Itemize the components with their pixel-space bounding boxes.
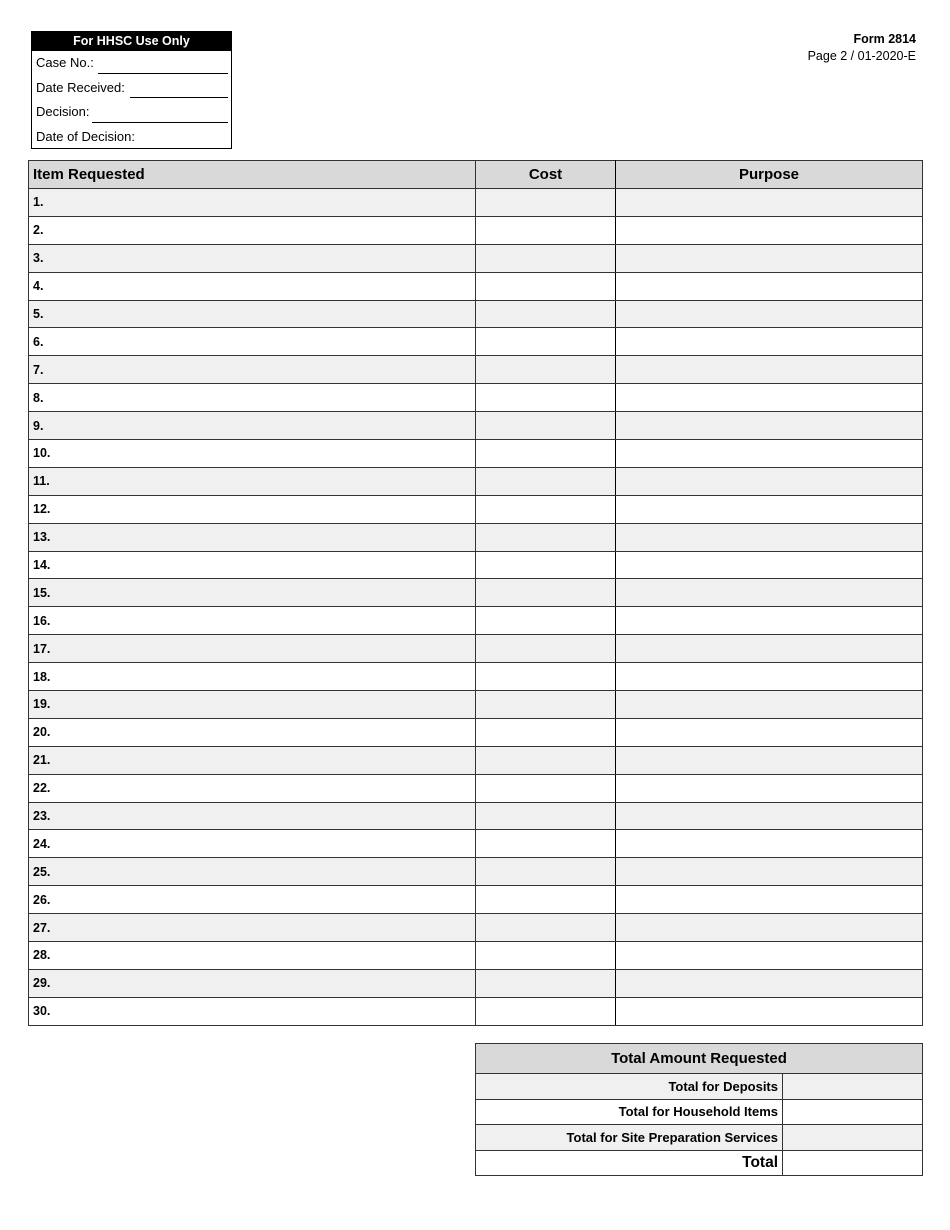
- purpose-cell[interactable]: [616, 802, 923, 830]
- item-requested-cell[interactable]: 2.: [29, 216, 476, 244]
- table-row: [29, 440, 923, 468]
- item-requested-cell[interactable]: 27.: [29, 914, 476, 942]
- cost-cell[interactable]: [476, 746, 616, 774]
- table-row: [29, 718, 923, 746]
- purpose-cell[interactable]: [616, 467, 923, 495]
- cost-cell[interactable]: [476, 830, 616, 858]
- purpose-cell[interactable]: [616, 607, 923, 635]
- purpose-cell[interactable]: [616, 189, 923, 217]
- total-deposits-label: Total for Deposits: [476, 1074, 783, 1100]
- items-table: [28, 160, 923, 1026]
- grand-total-row: [476, 1150, 923, 1176]
- items-header-row: [29, 161, 923, 189]
- purpose-cell[interactable]: [616, 412, 923, 440]
- item-requested-cell[interactable]: 20.: [29, 718, 476, 746]
- cost-cell[interactable]: [476, 691, 616, 719]
- cost-cell[interactable]: [476, 635, 616, 663]
- date-received-line[interactable]: [130, 97, 228, 98]
- cost-cell[interactable]: [476, 189, 616, 217]
- table-row: [29, 746, 923, 774]
- table-row: [29, 300, 923, 328]
- total-site-prep-label: Total for Site Preparation Services: [476, 1125, 783, 1151]
- table-row: [29, 467, 923, 495]
- table-row: [29, 691, 923, 719]
- cost-cell[interactable]: [476, 942, 616, 970]
- cost-cell[interactable]: [476, 914, 616, 942]
- cost-cell[interactable]: [476, 440, 616, 468]
- table-row: [29, 914, 923, 942]
- totals-table: [475, 1043, 923, 1176]
- total-amount-requested-header: Total Amount Requested: [476, 1044, 923, 1074]
- item-requested-cell[interactable]: 1.: [29, 189, 476, 217]
- purpose-cell[interactable]: [616, 216, 923, 244]
- decision-field: [32, 100, 231, 125]
- cost-cell[interactable]: [476, 523, 616, 551]
- totals-header-row: [476, 1044, 923, 1074]
- form-number: Form 2814: [853, 32, 916, 46]
- purpose-cell[interactable]: [616, 858, 923, 886]
- table-row: [29, 942, 923, 970]
- total-deposits-row: [476, 1074, 923, 1100]
- table-row: [29, 969, 923, 997]
- date-of-decision-field: [32, 125, 231, 150]
- item-requested-cell[interactable]: 15.: [29, 579, 476, 607]
- purpose-cell[interactable]: [616, 914, 923, 942]
- table-row: [29, 774, 923, 802]
- cost-cell[interactable]: [476, 300, 616, 328]
- cost-cell[interactable]: [476, 216, 616, 244]
- item-requested-cell[interactable]: 18.: [29, 663, 476, 691]
- purpose-cell[interactable]: [616, 551, 923, 579]
- item-requested-cell[interactable]: 7.: [29, 356, 476, 384]
- cost-cell[interactable]: [476, 663, 616, 691]
- table-row: [29, 579, 923, 607]
- cost-cell[interactable]: [476, 886, 616, 914]
- purpose-cell[interactable]: [616, 830, 923, 858]
- cost-cell[interactable]: [476, 356, 616, 384]
- total-household-row: [476, 1099, 923, 1125]
- purpose-cell[interactable]: [616, 440, 923, 468]
- purpose-cell[interactable]: [616, 774, 923, 802]
- purpose-cell[interactable]: [616, 635, 923, 663]
- table-row: [29, 244, 923, 272]
- purpose-cell[interactable]: [616, 886, 923, 914]
- decision-label: Decision:: [36, 104, 90, 119]
- case-no-field: [32, 51, 231, 76]
- item-requested-cell[interactable]: 14.: [29, 551, 476, 579]
- item-requested-cell[interactable]: 28.: [29, 942, 476, 970]
- cost-cell[interactable]: [476, 412, 616, 440]
- hhsc-box-title: For HHSC Use Only: [32, 32, 231, 51]
- item-requested-cell[interactable]: 22.: [29, 774, 476, 802]
- table-row: [29, 663, 923, 691]
- item-requested-cell[interactable]: 29.: [29, 969, 476, 997]
- purpose-cell[interactable]: [616, 942, 923, 970]
- cost-header: Cost: [476, 161, 616, 189]
- item-requested-cell[interactable]: 24.: [29, 830, 476, 858]
- table-row: [29, 523, 923, 551]
- purpose-cell[interactable]: [616, 495, 923, 523]
- item-requested-cell[interactable]: 5.: [29, 300, 476, 328]
- table-row: [29, 356, 923, 384]
- item-requested-cell[interactable]: 6.: [29, 328, 476, 356]
- purpose-cell[interactable]: [616, 579, 923, 607]
- purpose-cell[interactable]: [616, 663, 923, 691]
- cost-cell[interactable]: [476, 495, 616, 523]
- item-requested-cell[interactable]: 21.: [29, 746, 476, 774]
- purpose-cell[interactable]: [616, 300, 923, 328]
- purpose-cell[interactable]: [616, 523, 923, 551]
- item-requested-cell[interactable]: 11.: [29, 467, 476, 495]
- purpose-cell[interactable]: [616, 384, 923, 412]
- item-requested-header: Item Requested: [29, 161, 476, 189]
- table-row: [29, 802, 923, 830]
- cost-cell[interactable]: [476, 997, 616, 1025]
- case-no-label: Case No.:: [36, 55, 94, 70]
- purpose-cell[interactable]: [616, 244, 923, 272]
- total-site-prep-row: [476, 1125, 923, 1151]
- purpose-cell[interactable]: [616, 272, 923, 300]
- cost-cell[interactable]: [476, 244, 616, 272]
- table-row: [29, 384, 923, 412]
- cost-cell[interactable]: [476, 718, 616, 746]
- purpose-cell[interactable]: [616, 746, 923, 774]
- cost-cell[interactable]: [476, 969, 616, 997]
- purpose-cell[interactable]: [616, 328, 923, 356]
- total-site-prep-input[interactable]: [783, 1125, 923, 1151]
- item-requested-cell[interactable]: 3.: [29, 244, 476, 272]
- total-household-input[interactable]: [783, 1099, 923, 1125]
- item-requested-cell[interactable]: 16.: [29, 607, 476, 635]
- date-received-label: Date Received:: [36, 79, 125, 95]
- form-meta: [808, 31, 916, 65]
- item-requested-cell[interactable]: 25.: [29, 858, 476, 886]
- table-row: [29, 997, 923, 1025]
- cost-cell[interactable]: [476, 328, 616, 356]
- table-row: [29, 886, 923, 914]
- cost-cell[interactable]: [476, 802, 616, 830]
- cost-cell[interactable]: [476, 272, 616, 300]
- cost-cell[interactable]: [476, 579, 616, 607]
- table-row: [29, 607, 923, 635]
- total-deposits-input[interactable]: [783, 1074, 923, 1100]
- purpose-cell[interactable]: [616, 997, 923, 1025]
- cost-cell[interactable]: [476, 607, 616, 635]
- table-row: [29, 189, 923, 217]
- purpose-cell[interactable]: [616, 356, 923, 384]
- cost-cell[interactable]: [476, 858, 616, 886]
- item-requested-cell[interactable]: 26.: [29, 886, 476, 914]
- table-row: [29, 216, 923, 244]
- cost-cell[interactable]: [476, 774, 616, 802]
- item-requested-cell[interactable]: 12.: [29, 495, 476, 523]
- purpose-cell[interactable]: [616, 691, 923, 719]
- cost-cell[interactable]: [476, 384, 616, 412]
- total-household-label: Total for Household Items: [476, 1099, 783, 1125]
- item-requested-cell[interactable]: 8.: [29, 384, 476, 412]
- date-of-decision-label: Date of Decision:: [36, 128, 135, 144]
- table-row: [29, 551, 923, 579]
- item-requested-cell[interactable]: 4.: [29, 272, 476, 300]
- page-info: Page 2 / 01-2020-E: [807, 49, 916, 63]
- item-requested-cell[interactable]: 10.: [29, 440, 476, 468]
- purpose-cell[interactable]: [616, 969, 923, 997]
- grand-total-label: Total: [476, 1150, 783, 1176]
- item-requested-cell[interactable]: 17.: [29, 635, 476, 663]
- item-requested-cell[interactable]: 30.: [29, 997, 476, 1025]
- date-received-field: [32, 76, 231, 101]
- table-row: [29, 858, 923, 886]
- item-requested-cell[interactable]: 23.: [29, 802, 476, 830]
- table-row: [29, 328, 923, 356]
- item-requested-cell[interactable]: 9.: [29, 412, 476, 440]
- cost-cell[interactable]: [476, 551, 616, 579]
- table-row: [29, 495, 923, 523]
- item-requested-cell[interactable]: 13.: [29, 523, 476, 551]
- decision-line[interactable]: [92, 122, 228, 123]
- table-row: [29, 830, 923, 858]
- grand-total-input[interactable]: [783, 1150, 923, 1176]
- table-row: [29, 412, 923, 440]
- hhsc-use-only-box: [31, 31, 232, 149]
- purpose-header: Purpose: [616, 161, 923, 189]
- table-row: [29, 272, 923, 300]
- item-requested-cell[interactable]: 19.: [29, 691, 476, 719]
- cost-cell[interactable]: [476, 467, 616, 495]
- table-row: [29, 635, 923, 663]
- case-no-line[interactable]: [98, 73, 228, 74]
- purpose-cell[interactable]: [616, 718, 923, 746]
